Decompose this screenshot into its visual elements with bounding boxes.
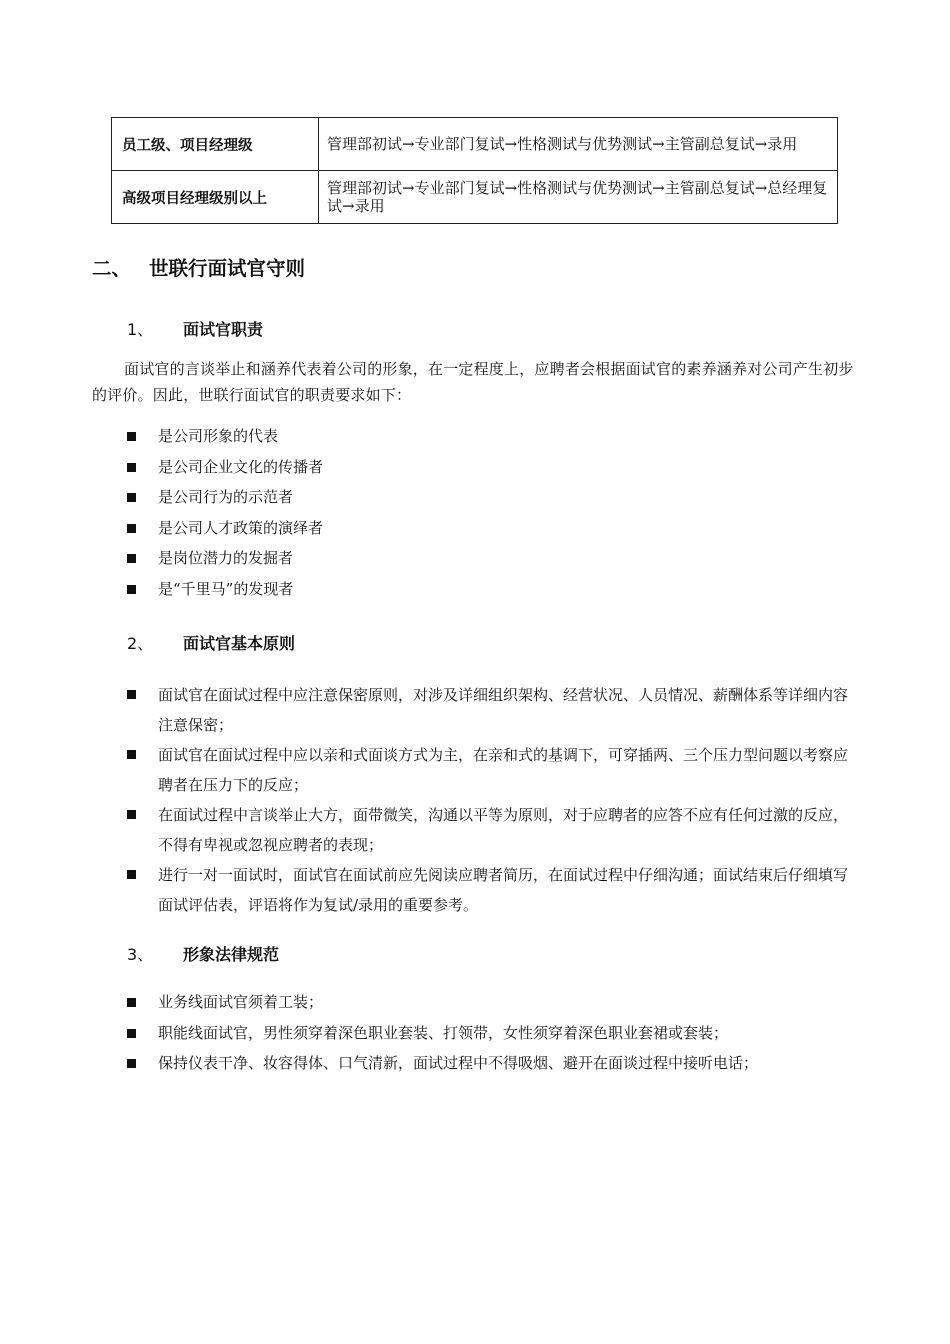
process-cell: 管理部初试→专业部门复试→性格测试与优势测试→主管副总复试→总经理复试→录用: [319, 171, 838, 224]
subsection-3-heading: [127, 942, 279, 965]
process-cell: 管理部初试→专业部门复试→性格测试与优势测试→主管副总复试→录用: [319, 118, 838, 171]
bullet-square-icon: [127, 524, 136, 533]
principles-list: [127, 680, 862, 920]
list-item: [127, 800, 862, 860]
subsection-1-heading: [127, 317, 263, 340]
bullet-square-icon: [127, 810, 136, 819]
bullet-square-icon: [127, 493, 136, 502]
list-item: [127, 482, 862, 513]
bullet-square-icon: [127, 585, 136, 594]
subsection-title: 面试官基本原则: [183, 634, 296, 653]
list-item-text: 是公司行为的示范者: [158, 488, 294, 507]
list-item: [127, 987, 862, 1018]
subsection-number: 3、: [127, 945, 154, 964]
level-cell: 员工级、项目经理级: [112, 118, 319, 171]
subsection-2-heading: [127, 631, 295, 654]
list-item-text: 是公司企业文化的传播者: [158, 457, 324, 476]
list-item: [127, 513, 862, 544]
bullet-square-icon: [127, 870, 136, 879]
bullet-square-icon: [127, 1059, 136, 1068]
section-title: 世联行面试官守则: [149, 257, 306, 280]
table-row: [112, 171, 838, 224]
level-cell: 高级项目经理级别以上: [112, 171, 319, 224]
appearance-list: [127, 987, 862, 1079]
subsection-title: 面试官职责: [183, 320, 264, 339]
section-heading: [92, 253, 305, 281]
interview-process-table: [111, 117, 838, 224]
list-item-text: 面试官在面试过程中应以亲和式面谈方式为主，在亲和式的基调下，可穿插两、三个压力型问题以考察应聘者在压力下的反应；: [158, 746, 849, 794]
responsibility-intro: 面试官的言谈举止和涵养代表着公司的形象，在一定程度上，应聘者会根据面试官的素养涵养对公司产生初步的评价。因此，世联行面试官的职责要求如下：: [92, 360, 854, 404]
subsection-number: 2、: [127, 634, 154, 653]
list-item-text: 进行一对一面试时，面试官在面试前应先阅读应聘者简历，在面试过程中仔细沟通；面试结束后仔细填写面试评估表，评语将作为复试/录用的重要参考。: [158, 866, 849, 914]
list-item-text: 是岗位潜力的发掘者: [158, 549, 294, 568]
bullet-square-icon: [127, 463, 136, 472]
subsection-number: 1、: [127, 320, 154, 339]
subsection-title: 形象法律规范: [183, 945, 280, 964]
responsibility-list: [127, 421, 862, 605]
list-item: [127, 574, 862, 605]
bullet-square-icon: [127, 432, 136, 441]
list-item: [127, 543, 862, 574]
list-item-text: 是“千里马”的发现者: [158, 579, 294, 598]
bullet-square-icon: [127, 998, 136, 1007]
list-item: [127, 740, 862, 800]
list-item: [127, 1048, 862, 1079]
list-item-text: 职能线面试官，男性须穿着深色职业套装、打领带，女性须穿着深色职业套裙或套装；: [158, 1023, 729, 1042]
table-row: [112, 118, 838, 171]
list-item-text: 保持仪表干净、妆容得体、口气清新，面试过程中不得吸烟、避开在面谈过程中接听电话；: [158, 1054, 759, 1073]
bullet-square-icon: [127, 554, 136, 563]
list-item: [127, 680, 862, 740]
bullet-square-icon: [127, 1029, 136, 1038]
list-item-text: 是公司形象的代表: [158, 427, 279, 445]
list-item-text: 在面试过程中言谈举止大方，面带微笑，沟通以平等为原则，对于应聘者的应答不应有任何过激的反应，不得有卑视或忽视应聘者的表现；: [158, 806, 849, 854]
bullet-square-icon: [127, 750, 136, 759]
list-item: [127, 421, 862, 452]
list-item-text: 业务线面试官须着工装；: [158, 993, 324, 1011]
bullet-square-icon: [127, 690, 136, 699]
list-item: [127, 452, 862, 483]
list-item-text: 是公司人才政策的演绎者: [158, 518, 324, 537]
list-item: [127, 860, 862, 920]
list-item-text: 面试官在面试过程中应注意保密原则，对涉及详细组织架构、经营状况、人员情况、薪酬体系等详细内容注意保密；: [158, 686, 849, 734]
section-number: 二、: [92, 257, 132, 280]
list-item: [127, 1018, 862, 1049]
